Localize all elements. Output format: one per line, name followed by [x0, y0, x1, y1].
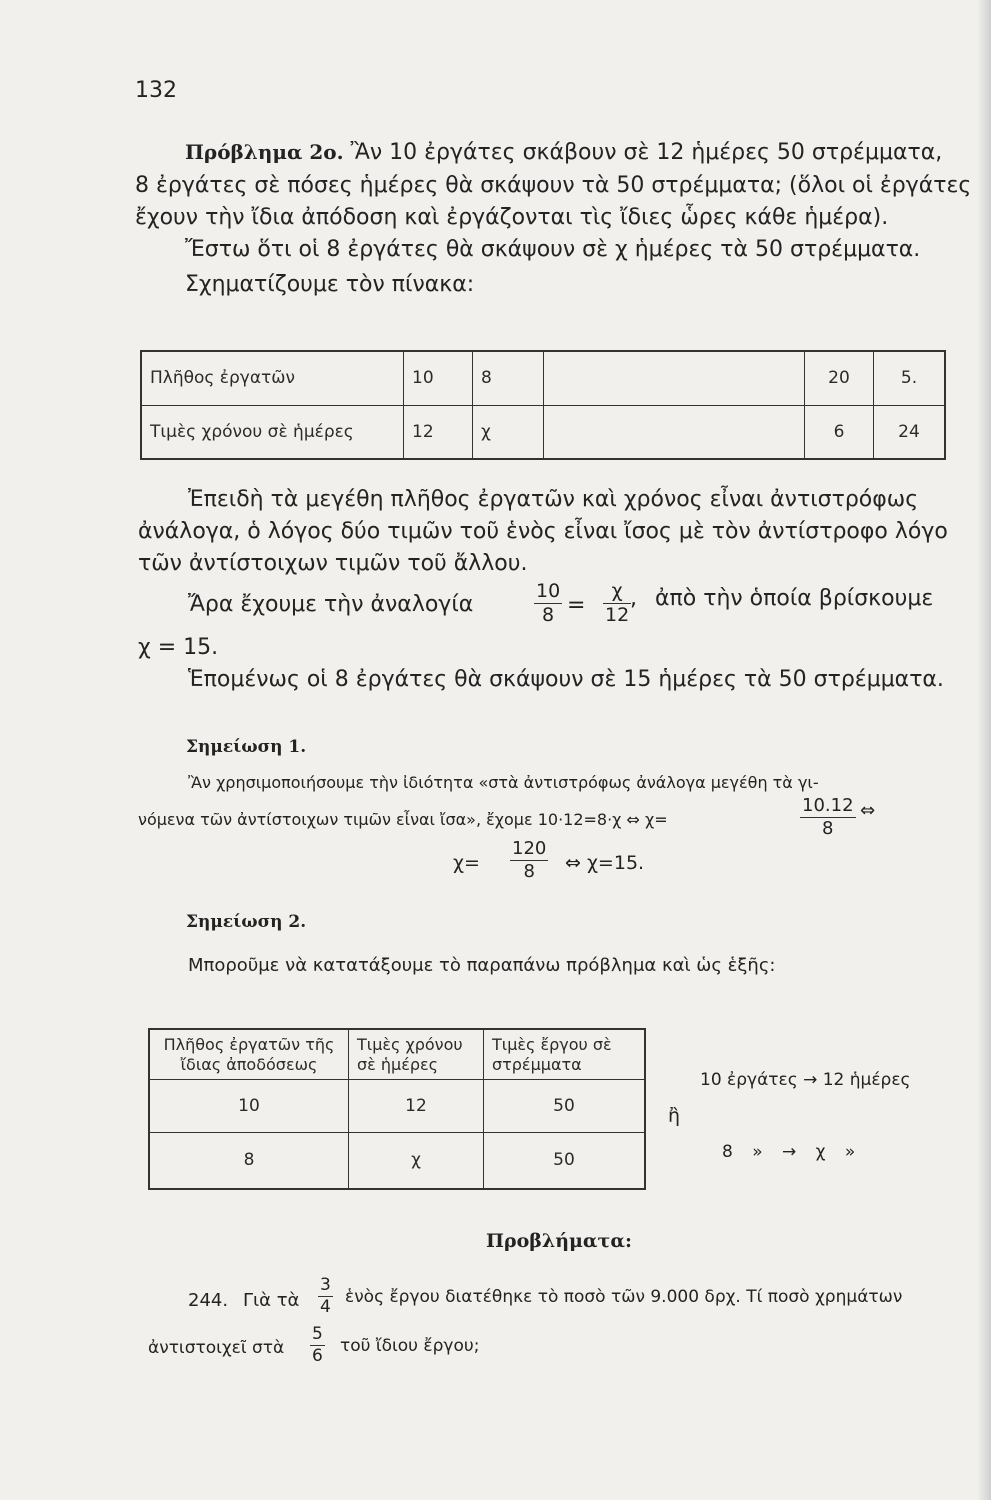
- or-word: ἢ: [668, 1105, 681, 1127]
- page-number: 132: [135, 78, 177, 103]
- explanation-line: ἀνάλογα, ὁ λόγος δύο τιμῶν τοῦ ἑνὸς εἶναι ἴσος μὲ τὸν ἀντίστροφο λόγο: [138, 519, 948, 544]
- table-cell: 10: [149, 1080, 349, 1133]
- table-cell: 5.: [874, 351, 946, 405]
- fraction-numerator: χ: [611, 580, 623, 602]
- result-line: χ = 15.: [138, 635, 219, 660]
- column-header: Πλῆθος ἐργατῶν τῆς ἴδιας ἀποδόσεως: [149, 1029, 349, 1080]
- table-cell: 10: [404, 351, 473, 405]
- problem-text-line: Ἂν 10 ἐργάτες σκάβουν σὲ 12 ἡμέρες 50 στρέμματα,: [350, 140, 943, 165]
- fraction-denominator: 4: [320, 1297, 331, 1317]
- alt-layout-line: 8 » → χ »: [722, 1142, 856, 1162]
- problem-number: 244.: [188, 1290, 229, 1311]
- fraction-numerator: 5: [312, 1324, 323, 1344]
- note1-line: νόμενα τῶν ἀντίστοιχων τιμῶν εἶναι ἴσα», ἔχομε 10·12=8·χ ⇔ χ=: [138, 810, 668, 829]
- fraction-5-over-6: [310, 1326, 325, 1365]
- table-cell: 20: [805, 351, 874, 405]
- table-row: [141, 351, 945, 405]
- column-header: Τιμὲς ἔργου σὲ στρέμματα: [484, 1029, 646, 1080]
- problem-title: Πρόβλημα 2ο.: [185, 140, 344, 164]
- note1-line3-end: ⇔ χ=15.: [565, 852, 645, 874]
- problem-text: Γιὰ τὰ: [243, 1290, 300, 1311]
- note2-line: Μποροῦμε νὰ κατατάξουμε τὸ παραπάνω πρόβλημα καὶ ὡς ἑξῆς:: [188, 955, 776, 976]
- problem-first-line: [185, 140, 942, 165]
- problem-text-line: Ἔστω ὅτι οἱ 8 ἐργάτες θὰ σκάψουν σὲ χ ἡμέρες τὰ 50 στρέμματα.: [185, 237, 921, 262]
- fraction-x-over-12: [603, 582, 631, 625]
- table-cell: 24: [874, 405, 946, 459]
- problem-text-line: 8 ἐργάτες σὲ πόσες ἡμέρες θὰ σκάψουν τὰ 50 στρέμματα; (ὅλοι οἱ ἐργάτες: [135, 173, 972, 198]
- equivalence-arrow: ⇔: [860, 800, 876, 821]
- column-header: Τιμὲς χρόνου σὲ ἡμέρες: [349, 1029, 484, 1080]
- table-row: [149, 1080, 645, 1133]
- problem-text: ἀντιστοιχεῖ στὰ: [148, 1338, 285, 1358]
- table-cell: χ: [473, 405, 544, 459]
- table-cell: 12: [404, 405, 473, 459]
- note1-line3-start: χ=: [453, 852, 480, 874]
- page-edge-shadow: [977, 0, 991, 1500]
- table-row: [141, 405, 945, 459]
- fraction-10-12-over-8: [800, 797, 856, 838]
- explanation-line: Ἐπειδὴ τὰ μεγέθη πλῆθος ἐργατῶν καὶ χρόνος εἶναι ἀντιστρόφως: [188, 487, 919, 512]
- proportion-table: [148, 1028, 646, 1190]
- table-row: [149, 1132, 645, 1189]
- problem-text: τοῦ ἴδιου ἔργου;: [340, 1336, 480, 1356]
- table-cell: 50: [484, 1080, 646, 1133]
- table-cell: [544, 351, 805, 405]
- fraction-denominator: 12: [605, 604, 630, 626]
- table-cell: 50: [484, 1132, 646, 1189]
- note1-line: Ἂν χρησιμοποιήσουμε τὴν ἰδιότητα «στὰ ἀντιστρόφως ἀνάλογα μεγέθη τὰ γι-: [188, 773, 819, 792]
- fraction-10-over-8: [534, 582, 562, 625]
- comma: ,: [630, 586, 637, 611]
- proportion-intro: Ἄρα ἔχουμε τὴν ἀναλογία: [188, 592, 474, 617]
- proportion-after-text: ἀπὸ τὴν ὁποία βρίσκουμε: [655, 586, 934, 611]
- table-cell: [544, 405, 805, 459]
- equals-sign: =: [567, 593, 586, 618]
- table-cell: Πλῆθος ἐργατῶν: [141, 351, 404, 405]
- table-cell: 8: [149, 1132, 349, 1189]
- fraction-3-over-4: [318, 1277, 333, 1316]
- table-cell: χ: [349, 1132, 484, 1189]
- note2-title: Σημείωση 2.: [186, 912, 307, 932]
- fraction-numerator: 10.12: [802, 795, 854, 816]
- table-cell: Τιμὲς χρόνου σὲ ἡμέρες: [141, 405, 404, 459]
- problem-text-line: ἔχουν τὴν ἴδια ἀπόδοση καὶ ἐργάζονται τὶς ἴδιες ὧρες κάθε ἡμέρα).: [135, 205, 889, 230]
- workers-time-table: [140, 350, 946, 460]
- fraction-numerator: 10: [536, 580, 561, 602]
- table-cell: 12: [349, 1080, 484, 1133]
- problem-text-line: Σχηματίζουμε τὸν πίνακα:: [185, 272, 475, 297]
- fraction-denominator: 6: [312, 1346, 323, 1366]
- table-cell: 8: [473, 351, 544, 405]
- note1-title: Σημείωση 1.: [186, 737, 307, 757]
- fraction-numerator: 120: [512, 838, 547, 859]
- fraction-denominator: 8: [822, 818, 834, 839]
- table-cell: 6: [805, 405, 874, 459]
- alt-layout-line: 10 ἐργάτες → 12 ἡμέρες: [700, 1070, 911, 1090]
- table-header-row: [149, 1029, 645, 1080]
- conclusion-line: Ἑπομένως οἱ 8 ἐργάτες θὰ σκάψουν σὲ 15 ἡμέρες τὰ 50 στρέμματα.: [188, 667, 944, 692]
- fraction-numerator: 3: [320, 1275, 331, 1295]
- fraction-120-over-8: [510, 840, 548, 881]
- explanation-line: τῶν ἀντίστοιχων τιμῶν τοῦ ἄλλου.: [138, 551, 528, 576]
- problems-heading: Προβλήματα:: [486, 1230, 632, 1252]
- problem-text: ἑνὸς ἔργου διατέθηκε τὸ ποσὸ τῶν 9.000 δρχ. Τί ποσὸ χρημάτων: [345, 1287, 903, 1307]
- fraction-denominator: 8: [523, 861, 535, 882]
- fraction-denominator: 8: [542, 604, 555, 626]
